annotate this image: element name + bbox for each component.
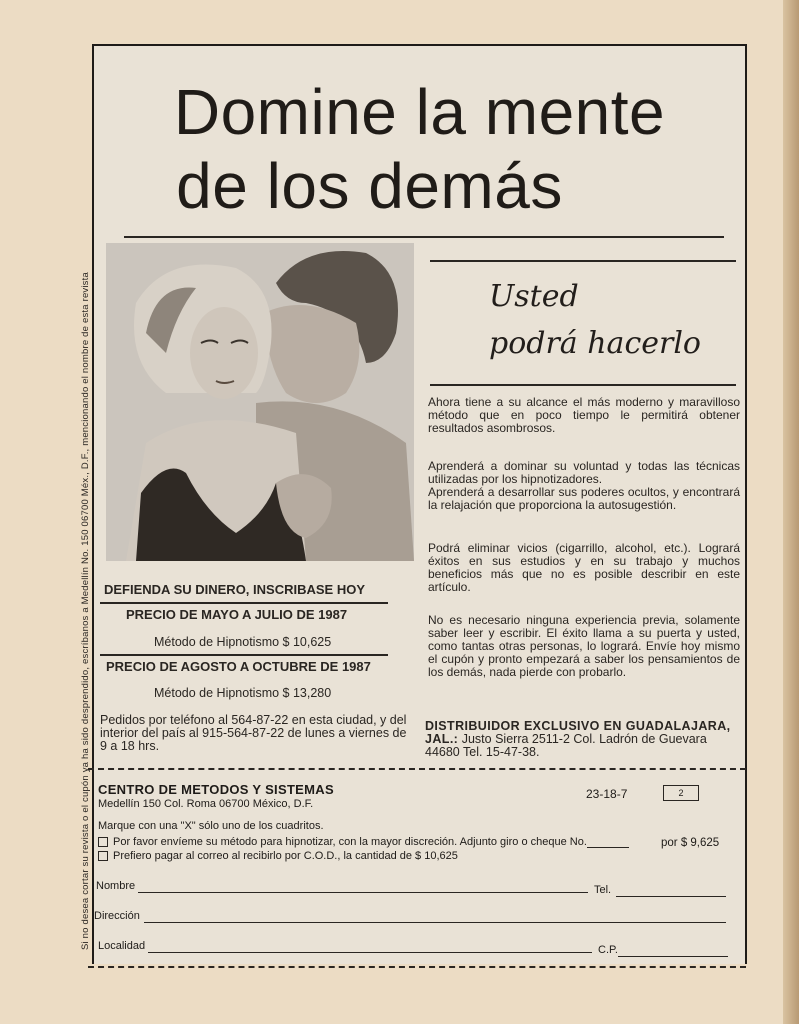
headline-line-1: Domine la mente	[173, 76, 666, 148]
option-2	[98, 850, 458, 862]
paragraph-1: Ahora tiene a su alcance el más moderno y maravilloso método que en poco tiempo le permitirá obtener resultados asombrosos.	[428, 395, 740, 435]
localidad-label: Localidad	[98, 940, 146, 952]
distributor-info	[425, 720, 737, 759]
coupon-instruction: Marque con una "X" sólo uno de los cuadritos.	[98, 820, 324, 832]
defienda-heading: DEFIENDA SU DINERO, INSCRIBASE HOY	[104, 582, 365, 597]
cp-label: C.P.	[598, 944, 618, 956]
nombre-label: Nombre	[96, 880, 136, 892]
direccion-field[interactable]	[144, 922, 726, 923]
pricing-rule-2	[100, 654, 388, 656]
coupon-box-number: 2	[663, 785, 699, 801]
distributor-address: Justo Sierra 2511-2 Col. Ladrón de Guevara 44680 Tel. 15-47-38.	[425, 732, 707, 759]
subhead-rule-bottom	[430, 384, 736, 386]
price-line-2: Método de Hipnotismo $ 13,280	[154, 686, 332, 700]
option-2-checkbox[interactable]	[98, 851, 108, 861]
pricing-rule-1	[100, 602, 388, 604]
coupon-company: CENTRO DE METODOS Y SISTEMAS	[98, 782, 334, 797]
tel-label: Tel.	[594, 884, 612, 896]
advertisement	[92, 44, 747, 964]
option-1-price: por $ 9,625	[661, 837, 720, 849]
cheque-number-line[interactable]	[587, 837, 629, 848]
headline-rule	[124, 236, 724, 238]
order-coupon	[88, 768, 746, 968]
coupon-code: 23-18-7	[586, 787, 628, 801]
subhead-podra: podrá hacerlo	[489, 326, 701, 361]
direccion-label: Dirección	[94, 910, 140, 922]
page-edge	[783, 0, 799, 1024]
price-period-1: PRECIO DE MAYO A JULIO DE 1987	[126, 607, 348, 622]
coupon-address: Medellín 150 Col. Roma 06700 México, D.F.	[98, 798, 314, 810]
subhead-rule-top	[430, 260, 736, 262]
localidad-field[interactable]	[148, 952, 592, 953]
phone-orders: Pedidos por teléfono al 564-87-22 en esta ciudad, y del interior del país al 915-564-87-22 de lunes a viernes de 9 a 18 hrs.	[100, 713, 407, 753]
paragraph-2: Aprenderá a dominar su voluntad y todas las técnicas utilizadas por los hipnotizadores.	[428, 459, 740, 486]
distributor-title: DISTRIBUIDOR EXCLUSIVO EN GUADALAJARA, JAL.:	[425, 719, 731, 746]
option-1	[98, 836, 629, 848]
option-1-checkbox[interactable]	[98, 837, 108, 847]
nombre-field[interactable]	[138, 892, 588, 893]
paragraph-3: Aprenderá a desarrollar sus poderes ocultos, y encontrará la relajación que proporciona la autosugestión.	[428, 485, 740, 512]
couple-photo	[106, 243, 414, 561]
tel-field[interactable]	[616, 896, 726, 897]
option-2-text: Prefiero pagar al correo al recibirlo por C.O.D., la cantidad de $ 10,625	[113, 850, 458, 862]
price-period-2: PRECIO DE AGOSTO A OCTUBRE DE 1987	[106, 659, 371, 674]
paragraph-5: No es necesario ninguna experiencia previa, solamente saber leer y escribir. El éxito llama a su puerta y usted, como tantas otras personas, lo logrará. Envíe hoy mismo el cupón y pronto empezará a saber los pensamientos de los demás, nada pierde con probarlo.	[428, 613, 740, 679]
paragraph-4: Podrá eliminar vicios (cigarrillo, alcohol, etc.). Logrará éxitos en sus estudios y en su trabajo y muchos beneficios más que no es posible describir en este artículo.	[428, 541, 740, 594]
cp-field[interactable]	[618, 956, 728, 957]
side-instruction: Si no desea cortar su revista o el cupón ya ha sido desprendido, escríbanos a Medellín No. 150 06700 Méx., D.F., mencionando el nombre de esta revista	[80, 272, 91, 950]
option-1-text: Por favor envíeme su método para hipnotizar, con la mayor discreción. Adjunto giro o cheque No.	[113, 836, 587, 848]
price-line-1: Método de Hipnotismo $ 10,625	[154, 635, 332, 649]
subhead-usted: Usted	[489, 279, 579, 314]
headline-line-2: de los demás	[176, 150, 563, 222]
